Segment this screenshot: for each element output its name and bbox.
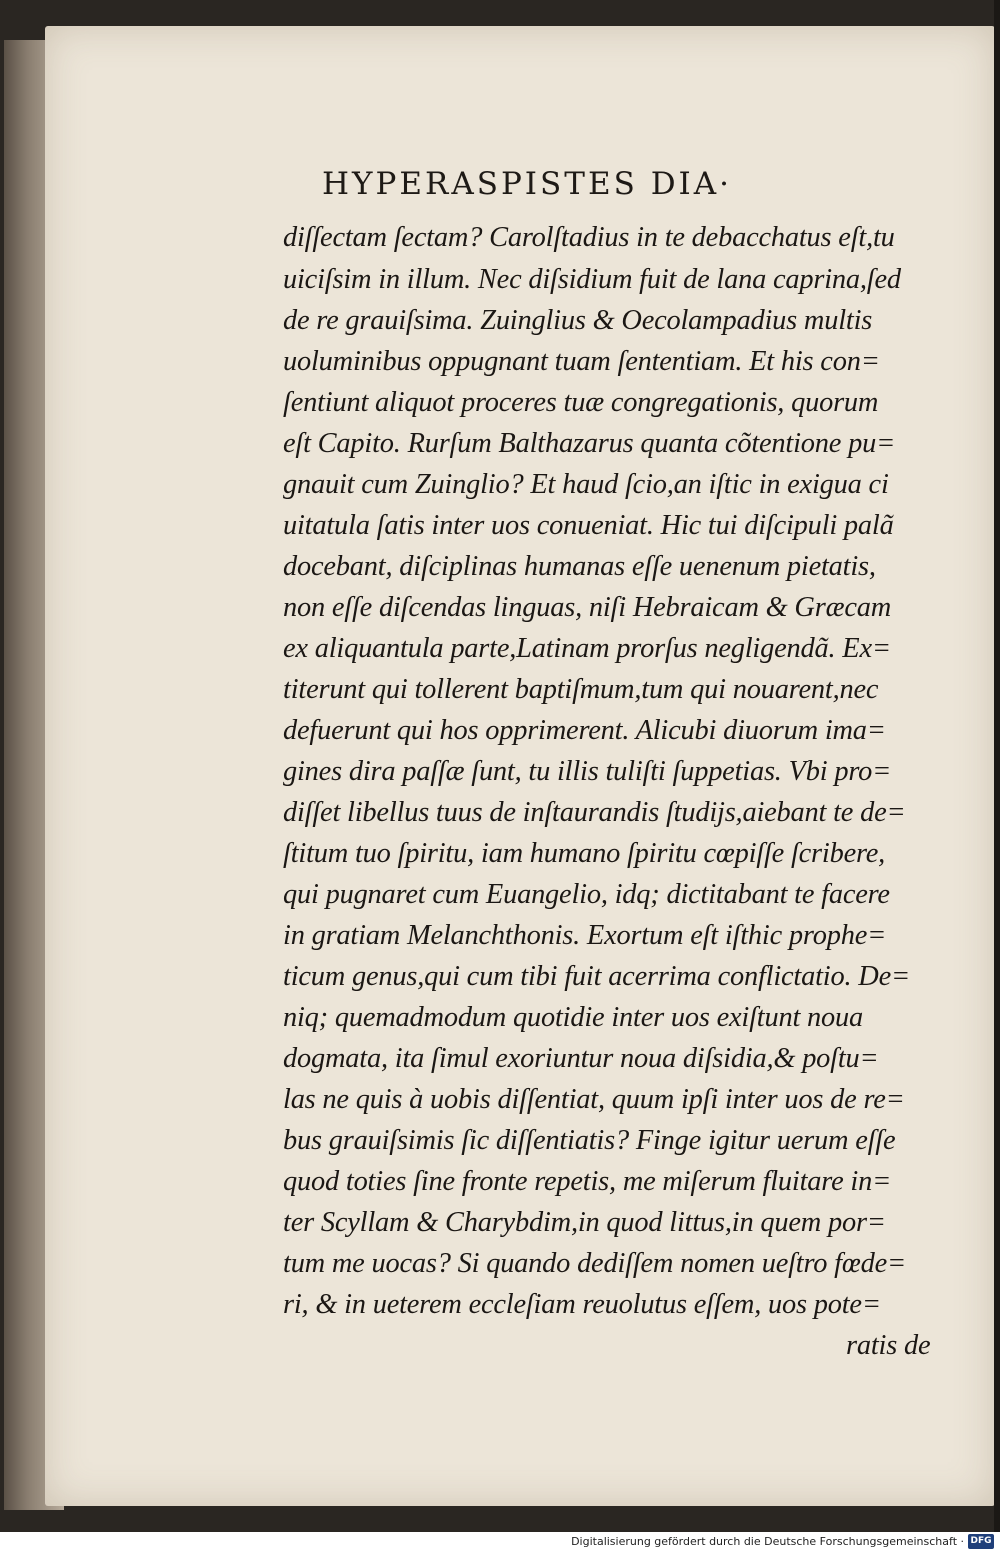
text-line: ſentiunt aliquot proceres tuæ congregationis, quorum [283, 387, 879, 418]
catchword: ratis de [846, 1330, 931, 1361]
text-line: las ne quis à uobis diſſentiat, quum ipſi inter uos de re= [283, 1084, 905, 1115]
dfg-logo[interactable]: DFG [968, 1534, 994, 1549]
running-head: HYPERASPISTES DIA· [322, 166, 733, 202]
text-line: uoluminibus oppugnant tuam ſententiam. Et his con= [283, 346, 880, 377]
text-line: ſtitum tuo ſpiritu, iam humano ſpiritu cœpiſſe ſcribere, [283, 838, 886, 869]
text-line: ter Scyllam & Charybdim,in quod littus,in quem por= [283, 1207, 886, 1238]
text-line: defuerunt qui hos opprimerent. Alicubi diuorum ima= [283, 715, 886, 746]
text-line: docebant, diſciplinas humanas eſſe uenenum pietatis, [283, 551, 876, 582]
text-line: bus grauiſsimis ſic diſſentiatis? Finge igitur uerum eſſe [283, 1125, 896, 1156]
text-line: de re grauiſsima. Zuinglius & Oecolampadius multis [283, 305, 873, 336]
text-line: eſt Capito. Rurſum Balthazarus quanta cõtentione pu= [283, 428, 896, 459]
text-line: ri, & in ueterem eccleſiam reuolutus eſſem, uos pote= [283, 1289, 881, 1320]
text-line: diſſectam ſectam? Carolſtadius in te debacchatus eſt,tu [283, 222, 895, 253]
text-line: tum me uocas? Si quando dediſſem nomen ueſtro fœde= [283, 1248, 906, 1279]
text-line: gnauit cum Zuinglio? Et haud ſcio,an iſtic in exigua ci [283, 469, 889, 500]
text-line: in gratiam Melanchthonis. Exortum eſt iſthic prophe= [283, 920, 887, 951]
text-line: qui pugnaret cum Euangelio, idq; dictitabant te facere [283, 879, 890, 910]
text-line: dogmata, ita ſimul exoriuntur noua diſsidia,& poſtu= [283, 1043, 879, 1074]
footer-bar [0, 1532, 1000, 1552]
text-line: ex aliquantula parte,Latinam prorſus negligendã. Ex= [283, 633, 891, 664]
text-line: niq; quemadmodum quotidie inter uos exiſtunt noua [283, 1002, 864, 1033]
text-line: ticum genus,qui cum tibi fuit acerrima conflictatio. De= [283, 961, 910, 992]
text-line: titerunt qui tollerent baptiſmum,tum qui nouarent,nec [283, 674, 879, 705]
funding-credit: Digitalisierung gefördert durch die Deutsche Forschungsgemeinschaft · [571, 1535, 964, 1548]
text-line: quod toties ſine fronte repetis, me miſerum fluitare in= [283, 1166, 892, 1197]
text-line: uiciſsim in illum. Nec diſsidium fuit de lana caprina,ſed [283, 264, 901, 295]
text-line: gines dira paſſæ ſunt, tu illis tuliſti ſuppetias. Vbi pro= [283, 756, 892, 787]
text-line: diſſet libellus tuus de inſtaurandis ſtudijs,aiebant te de= [283, 797, 906, 828]
text-line: uitatula ſatis inter uos conueniat. Hic tui diſcipuli palã [283, 510, 894, 541]
text-line: non eſſe diſcendas linguas, niſi Hebraicam & Græcam [283, 592, 892, 623]
